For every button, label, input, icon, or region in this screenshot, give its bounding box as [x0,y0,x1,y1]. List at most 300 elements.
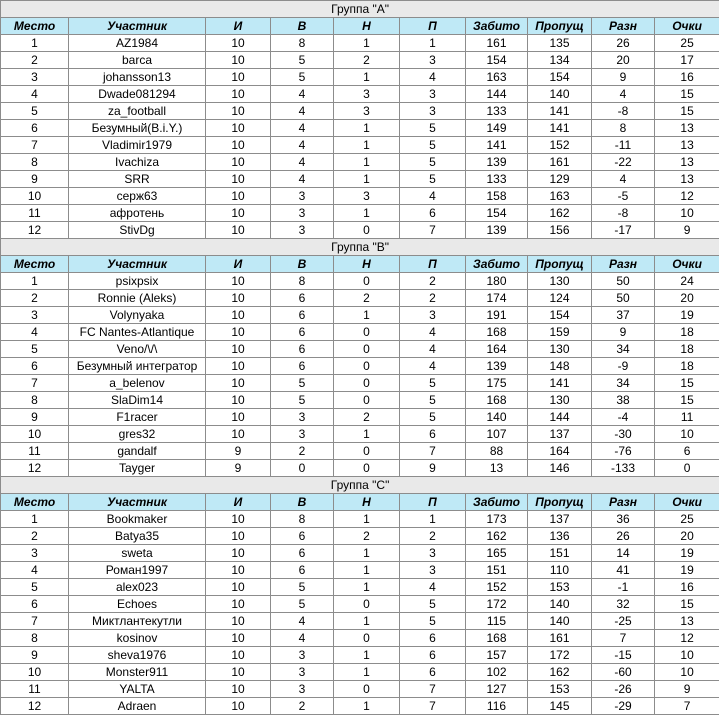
cell-participant: SRR [69,171,206,188]
cell-games: 10 [206,426,271,443]
cell-points: 20 [655,528,719,545]
cell-points: 18 [655,324,719,341]
cell-points: 15 [655,86,719,103]
cell-diff: 4 [592,86,655,103]
cell-losses: 2 [400,273,466,290]
cell-draws: 0 [334,443,400,460]
table-row [1,375,719,392]
cell-diff: -9 [592,358,655,375]
cell-losses: 6 [400,664,466,681]
cell-place: 8 [1,392,69,409]
cell-losses: 5 [400,120,466,137]
cell-participant: sweta [69,545,206,562]
cell-losses: 6 [400,630,466,647]
table-row [1,290,719,307]
cell-points: 13 [655,613,719,630]
cell-participant: F1racer [69,409,206,426]
cell-draws: 0 [334,324,400,341]
cell-games: 10 [206,647,271,664]
cell-conceded: 148 [528,358,592,375]
cell-draws: 1 [334,664,400,681]
cell-wins: 6 [271,307,334,324]
table-row [1,681,719,698]
cell-place: 7 [1,137,69,154]
cell-wins: 6 [271,290,334,307]
cell-wins: 3 [271,681,334,698]
cell-points: 10 [655,647,719,664]
cell-wins: 8 [271,273,334,290]
cell-scored: 158 [466,188,528,205]
cell-losses: 2 [400,290,466,307]
cell-points: 25 [655,511,719,528]
cell-scored: 144 [466,86,528,103]
cell-conceded: 140 [528,86,592,103]
cell-scored: 154 [466,52,528,69]
cell-scored: 116 [466,698,528,715]
cell-conceded: 154 [528,307,592,324]
cell-place: 11 [1,681,69,698]
cell-losses: 4 [400,358,466,375]
cell-losses: 7 [400,681,466,698]
cell-place: 8 [1,630,69,647]
cell-diff: -4 [592,409,655,426]
cell-participant: alex023 [69,579,206,596]
column-header-points: Очки [655,256,719,273]
cell-place: 1 [1,511,69,528]
cell-conceded: 141 [528,103,592,120]
cell-draws: 0 [334,341,400,358]
cell-scored: 161 [466,35,528,52]
cell-games: 10 [206,545,271,562]
cell-wins: 4 [271,630,334,647]
cell-place: 7 [1,375,69,392]
table-row [1,188,719,205]
cell-points: 11 [655,409,719,426]
cell-participant: Vladimir1979 [69,137,206,154]
cell-participant: a_belenov [69,375,206,392]
cell-scored: 127 [466,681,528,698]
cell-conceded: 137 [528,426,592,443]
cell-draws: 1 [334,120,400,137]
cell-draws: 1 [334,545,400,562]
table-row [1,528,719,545]
cell-diff: -22 [592,154,655,171]
cell-wins: 3 [271,426,334,443]
table-row [1,647,719,664]
cell-draws: 1 [334,698,400,715]
cell-wins: 4 [271,120,334,137]
cell-conceded: 162 [528,205,592,222]
cell-diff: -8 [592,103,655,120]
cell-place: 10 [1,188,69,205]
column-header-diff: Разн [592,256,655,273]
cell-games: 10 [206,511,271,528]
cell-scored: 191 [466,307,528,324]
cell-points: 15 [655,375,719,392]
cell-diff: 14 [592,545,655,562]
cell-losses: 4 [400,324,466,341]
cell-diff: 9 [592,69,655,86]
cell-points: 17 [655,52,719,69]
cell-draws: 1 [334,613,400,630]
cell-games: 10 [206,205,271,222]
group-title: Группа "A" [1,1,719,18]
cell-conceded: 137 [528,511,592,528]
cell-scored: 175 [466,375,528,392]
cell-diff: 26 [592,528,655,545]
cell-scored: 102 [466,664,528,681]
cell-draws: 0 [334,630,400,647]
cell-conceded: 163 [528,188,592,205]
cell-scored: 151 [466,562,528,579]
cell-draws: 2 [334,290,400,307]
cell-diff: -60 [592,664,655,681]
cell-place: 6 [1,120,69,137]
cell-wins: 6 [271,562,334,579]
cell-losses: 7 [400,443,466,460]
group-title-row [1,1,719,18]
cell-conceded: 134 [528,52,592,69]
cell-diff: 4 [592,171,655,188]
cell-points: 12 [655,630,719,647]
table-row [1,205,719,222]
cell-points: 9 [655,222,719,239]
cell-diff: -1 [592,579,655,596]
cell-wins: 6 [271,341,334,358]
cell-wins: 3 [271,647,334,664]
cell-conceded: 154 [528,69,592,86]
cell-scored: 164 [466,341,528,358]
column-header-points: Очки [655,494,719,511]
cell-place: 3 [1,69,69,86]
cell-points: 25 [655,35,719,52]
group-title-row [1,239,719,256]
cell-games: 10 [206,630,271,647]
cell-participant: Veno/\/\ [69,341,206,358]
cell-wins: 3 [271,409,334,426]
cell-wins: 2 [271,443,334,460]
cell-diff: -26 [592,681,655,698]
cell-wins: 5 [271,596,334,613]
cell-games: 10 [206,69,271,86]
cell-wins: 5 [271,579,334,596]
column-header-points: Очки [655,18,719,35]
column-header-games: И [206,18,271,35]
cell-wins: 6 [271,324,334,341]
cell-diff: -25 [592,613,655,630]
table-row [1,545,719,562]
column-header-place: Место [1,494,69,511]
cell-losses: 3 [400,562,466,579]
cell-participant: Echoes [69,596,206,613]
cell-games: 10 [206,664,271,681]
cell-participant: FC Nantes-Atlantique [69,324,206,341]
table-row [1,409,719,426]
cell-points: 10 [655,664,719,681]
table-row [1,562,719,579]
cell-scored: 165 [466,545,528,562]
cell-participant: Tayger [69,460,206,477]
cell-draws: 1 [334,69,400,86]
cell-wins: 8 [271,35,334,52]
cell-losses: 4 [400,341,466,358]
cell-losses: 3 [400,103,466,120]
cell-participant: johansson13 [69,69,206,86]
cell-place: 2 [1,528,69,545]
cell-conceded: 145 [528,698,592,715]
cell-scored: 133 [466,171,528,188]
column-header-row [1,256,719,273]
cell-diff: -30 [592,426,655,443]
cell-participant: StivDg [69,222,206,239]
cell-draws: 0 [334,273,400,290]
table-row [1,630,719,647]
cell-draws: 2 [334,52,400,69]
cell-diff: 8 [592,120,655,137]
cell-points: 6 [655,443,719,460]
cell-losses: 3 [400,86,466,103]
cell-losses: 3 [400,307,466,324]
cell-participant: sheva1976 [69,647,206,664]
cell-points: 19 [655,562,719,579]
cell-diff: -15 [592,647,655,664]
cell-diff: -5 [592,188,655,205]
column-header-row [1,18,719,35]
cell-scored: 157 [466,647,528,664]
cell-points: 16 [655,69,719,86]
cell-losses: 5 [400,392,466,409]
table-row [1,341,719,358]
cell-conceded: 161 [528,154,592,171]
column-header-participant: Участник [69,256,206,273]
cell-points: 0 [655,460,719,477]
cell-draws: 1 [334,35,400,52]
cell-points: 13 [655,120,719,137]
cell-games: 10 [206,120,271,137]
cell-scored: 154 [466,205,528,222]
cell-wins: 0 [271,460,334,477]
cell-diff: 20 [592,52,655,69]
cell-conceded: 153 [528,681,592,698]
cell-draws: 3 [334,188,400,205]
cell-conceded: 161 [528,630,592,647]
cell-wins: 3 [271,222,334,239]
cell-losses: 1 [400,35,466,52]
cell-wins: 8 [271,511,334,528]
cell-participant: афротень [69,205,206,222]
column-header-place: Место [1,18,69,35]
cell-games: 10 [206,596,271,613]
table-row [1,511,719,528]
column-header-participant: Участник [69,18,206,35]
cell-conceded: 140 [528,596,592,613]
cell-place: 11 [1,443,69,460]
cell-losses: 4 [400,188,466,205]
cell-scored: 140 [466,409,528,426]
cell-points: 13 [655,171,719,188]
column-header-diff: Разн [592,18,655,35]
cell-place: 1 [1,35,69,52]
cell-games: 10 [206,307,271,324]
cell-participant: gres32 [69,426,206,443]
cell-games: 10 [206,698,271,715]
cell-points: 13 [655,154,719,171]
column-header-diff: Разн [592,494,655,511]
cell-conceded: 141 [528,120,592,137]
cell-diff: 50 [592,273,655,290]
cell-conceded: 129 [528,171,592,188]
cell-place: 12 [1,698,69,715]
cell-draws: 1 [334,205,400,222]
cell-place: 5 [1,341,69,358]
cell-games: 10 [206,341,271,358]
table-row [1,273,719,290]
cell-wins: 3 [271,664,334,681]
cell-diff: 38 [592,392,655,409]
table-row [1,307,719,324]
cell-draws: 2 [334,528,400,545]
table-row [1,86,719,103]
table-row [1,358,719,375]
column-header-wins: В [271,256,334,273]
cell-losses: 3 [400,52,466,69]
cell-draws: 0 [334,681,400,698]
table-row [1,52,719,69]
table-row [1,137,719,154]
table-row [1,698,719,715]
cell-wins: 4 [271,154,334,171]
cell-diff: 32 [592,596,655,613]
column-header-row [1,494,719,511]
cell-points: 9 [655,681,719,698]
table-row [1,596,719,613]
cell-games: 10 [206,681,271,698]
standings-body [1,1,719,715]
cell-conceded: 130 [528,392,592,409]
cell-place: 10 [1,664,69,681]
cell-diff: 50 [592,290,655,307]
cell-points: 19 [655,307,719,324]
column-header-place: Место [1,256,69,273]
cell-points: 15 [655,392,719,409]
cell-participant: Monster911 [69,664,206,681]
cell-conceded: 172 [528,647,592,664]
cell-draws: 1 [334,562,400,579]
cell-place: 12 [1,460,69,477]
cell-conceded: 110 [528,562,592,579]
cell-scored: 172 [466,596,528,613]
cell-conceded: 130 [528,273,592,290]
cell-scored: 88 [466,443,528,460]
cell-participant: Adraen [69,698,206,715]
cell-games: 10 [206,222,271,239]
cell-draws: 0 [334,375,400,392]
cell-points: 10 [655,205,719,222]
cell-losses: 5 [400,409,466,426]
cell-scored: 152 [466,579,528,596]
cell-scored: 163 [466,69,528,86]
cell-place: 4 [1,86,69,103]
table-row [1,443,719,460]
cell-scored: 13 [466,460,528,477]
cell-scored: 115 [466,613,528,630]
cell-draws: 0 [334,460,400,477]
cell-place: 4 [1,562,69,579]
cell-points: 15 [655,596,719,613]
cell-points: 10 [655,426,719,443]
cell-wins: 4 [271,137,334,154]
column-header-conceded: Пропущ [528,494,592,511]
cell-place: 9 [1,171,69,188]
cell-points: 24 [655,273,719,290]
cell-losses: 4 [400,69,466,86]
cell-place: 1 [1,273,69,290]
cell-losses: 9 [400,460,466,477]
cell-games: 9 [206,443,271,460]
cell-wins: 4 [271,613,334,630]
group-title: Группа "C" [1,477,719,494]
cell-conceded: 164 [528,443,592,460]
cell-participant: Безумный интегратор [69,358,206,375]
cell-losses: 5 [400,375,466,392]
cell-losses: 5 [400,171,466,188]
cell-diff: 34 [592,341,655,358]
cell-points: 16 [655,579,719,596]
cell-place: 4 [1,324,69,341]
column-header-draws: Н [334,18,400,35]
cell-place: 9 [1,647,69,664]
group-title-row [1,477,719,494]
cell-points: 7 [655,698,719,715]
cell-participant: Bookmaker [69,511,206,528]
cell-losses: 7 [400,222,466,239]
cell-participant: Ivachiza [69,154,206,171]
cell-scored: 168 [466,630,528,647]
cell-place: 3 [1,545,69,562]
cell-participant: YALTA [69,681,206,698]
cell-points: 18 [655,358,719,375]
table-row [1,35,719,52]
cell-scored: 107 [466,426,528,443]
cell-participant: psixpsix [69,273,206,290]
cell-conceded: 135 [528,35,592,52]
cell-wins: 4 [271,86,334,103]
cell-games: 9 [206,460,271,477]
cell-games: 10 [206,579,271,596]
column-header-games: И [206,256,271,273]
cell-losses: 5 [400,613,466,630]
cell-points: 18 [655,341,719,358]
cell-place: 6 [1,596,69,613]
cell-conceded: 124 [528,290,592,307]
cell-conceded: 146 [528,460,592,477]
cell-conceded: 136 [528,528,592,545]
cell-draws: 2 [334,409,400,426]
cell-games: 10 [206,171,271,188]
cell-diff: 7 [592,630,655,647]
cell-losses: 5 [400,596,466,613]
cell-scored: 139 [466,154,528,171]
column-header-scored: Забито [466,18,528,35]
cell-conceded: 140 [528,613,592,630]
cell-losses: 5 [400,154,466,171]
cell-place: 11 [1,205,69,222]
cell-points: 12 [655,188,719,205]
cell-place: 8 [1,154,69,171]
table-row [1,579,719,596]
cell-participant: Миктлантекутли [69,613,206,630]
cell-losses: 6 [400,426,466,443]
